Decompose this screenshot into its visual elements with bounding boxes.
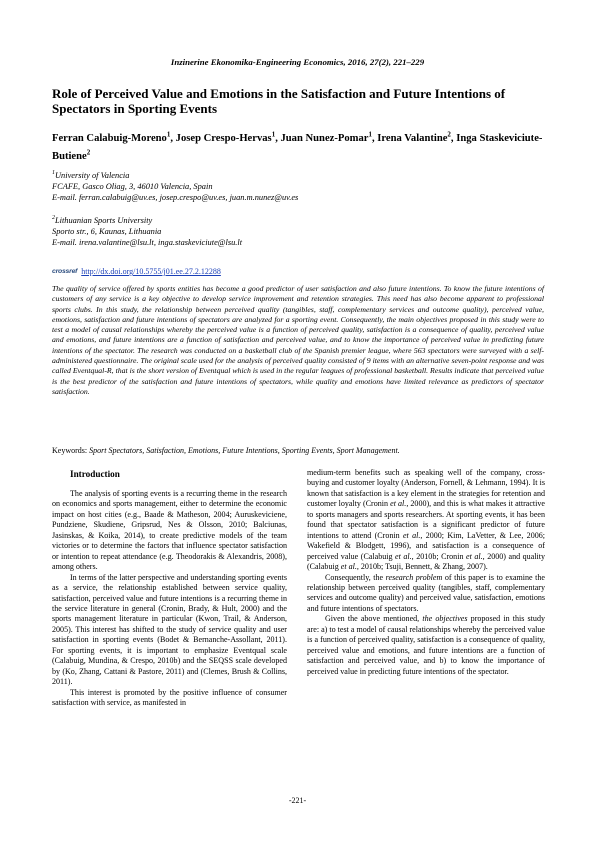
paper-title: Role of Perceived Value and Emotions in the Satisfaction and Future Intentions of Spectators in Sporting Events — [52, 86, 506, 116]
paragraph: medium-term benefits such as speaking well of the company, cross-buying and customer loyalty (Anderson, Fornell, & Lehmann, 1994). It is known that satisfaction is a key element in the strategies for retention and customer loyalty (Cronin et al., 2000), and this is what makes it attractive to sports managers and sports researchers. At sporting events, it has been found that spectator satisfaction is a significant predictor of future intentions to attend (Cronin et al., 2000; Kim, LaVetter, & Lee, 2006; Wakefield & Blodgett, 1996), and satisfaction is a consequence of perceived value (Calabuig et al., 2010b; Cronin et al., 2000) and quality (Calabuig et al., 2010b; Tsuji, Bennett, & Zhang, 2007). — [307, 468, 546, 572]
author-list — [52, 127, 547, 164]
author: Inga Staskeviciute-Butiene$^2$ — [52, 132, 543, 163]
paragraph: This interest is promoted by the positive influence of consumer satisfaction with service, as manifested in — [52, 687, 287, 708]
affiliation-2: $^2$Lithuanian Sports University Sporto str., 6, Kaunas, Lithuania E-mail. irena.valantine@lsu.lt, inga.staskeviciute@lsu.lt — [52, 213, 547, 248]
email-line[interactable]: E-mail. irena.valantine@lsu.lt, inga.staskeviciute@lsu.lt — [52, 237, 243, 247]
author: Irena Valantine$^2$, — [377, 130, 457, 144]
left-column — [52, 468, 287, 709]
email-line[interactable]: E-mail. ferran.calabuig@uv.es, josep.crespo@uv.es, juan.m.nunez@uv.es — [52, 192, 299, 202]
paragraph: The analysis of sporting events is a recurring theme in the research on economics and sports management, either to determine the economic impact on host cities (e.g., Baade & Matheson, 2004; Auruskeviciene, Pundziene, Skudiene, Gripsrud, Nes & Olsson, 2010; Balciunas, Jasinskas, & Koika, 2014), to create predictive models of the team victories or to determine the factors that influence spectator satisfaction or intention to repeat attendance (e.g. Theodorakis & Alexandris, 2008), among others. — [52, 489, 287, 572]
right-column — [307, 468, 545, 677]
author: Juan Nunez-Pomar$^1$, — [280, 130, 378, 144]
doi-link[interactable]: http://dx.doi.org/10.5755/j01.ee.27.2.12288 — [81, 267, 221, 276]
crossref-logo: crossref — [52, 268, 78, 275]
keywords-label: Keywords: — [52, 446, 88, 455]
paragraph: Given the above mentioned, the objectives proposed in this study are: a) to test a model of causal relationships whereby the perceived value is a function of perceived quality, satisfaction is a consequence of quality, perceived value and emotions, and future intentions are a function of satisfaction and perceived value, and b) to know the importance of perceived value in predicting future intentions of the spectator. — [307, 614, 545, 676]
section-heading: Introduction — [70, 469, 120, 479]
author: Ferran Calabuig-Moreno$^1$, — [52, 130, 176, 144]
abstract: The quality of service offered by sports entities has become a good predictor of user satisfaction and also future intentions. To know the future intentions of customers of any service is a key objective to develop service improvement and retention strategies. This need has also become apparent to professional sports clubs. In this study, the relationship between perceived quality (tangibles, staff, complementary services and outcome quality), perceived value, emotions, satisfaction and future intentions of spectators are analyzed for a sporting event. Consequently, the main objectives proposed in this study were to test a model of causal relationships whereby the perceived value is a function of perceived quality, satisfaction is a consequence of quality, perceived value and emotions, and future intentions are a function of satisfaction and perceived value, and to know the importance of perceived value in predicting future intentions of the spectator. The research was conducted on a basketball club of the Spanish premier league, where 563 spectators were surveyed with a self-administered questionnaire. The original scale used for the analysis of perceived quality consisted of 9 items with an alternative seven-point response and was called Eventqual-R, that is the short version of Eventqual which is used in the regular leagues of professional basketball. Results indicate that perceived value is the best predictor of the satisfaction and future intentions of spectators, while quality and emotions have limited relevance as predictors of spectator satisfaction. — [52, 284, 544, 396]
affiliation-1: $^1$University of Valencia FCAFE, Gasco Oliag, 3, 46010 Valencia, Spain E-mail. ferran.calabuig@uv.es, josep.crespo@uv.es, juan.m.nunez@uv.es — [52, 168, 547, 203]
doi-line — [52, 267, 221, 277]
page-number: -221- — [288, 796, 307, 805]
author: Josep Crespo-Hervas$^1$, — [175, 130, 281, 144]
keywords — [52, 446, 544, 456]
paragraph: In terms of the latter perspective and understanding sporting events as a service, the relationship established between service quality, satisfaction, perceived value and future intentions is a recurring theme in the service literature in general (Cronin, Brady, & Hult, 2000) and the sports management literature in particular (Kwon, Trail, & Anderson, 2005). This interest has shifted to the study of service quality and user satisfaction in sporting events (Bodet & Bernanche-Assollant, 2011). For sporting events, it is important to emphasize Eventqual scale (Calabuig, Mundina, & Crespo, 2010b) and the SEQSS scale developed by (Ko, Zhang, Cattani & Pastore, 2011) and (Clemes, Brush & Collins, 2011). — [52, 572, 287, 687]
paragraph: Consequently, the research problem of this paper is to examine the relationship between perceived quality (tangibles, staff, complementary services and outcome quality) and perceived value, satisfaction, emotions and future intentions of spectators. — [307, 572, 545, 613]
keywords-list: Sport Spectators, Satisfaction, Emotions, Future Intentions, Sporting Events, Sport Management. — [89, 446, 400, 455]
journal-header: Inzinerine Ekonomika-Engineering Economics, 2016, 27(2), 221–229 — [170, 57, 425, 67]
